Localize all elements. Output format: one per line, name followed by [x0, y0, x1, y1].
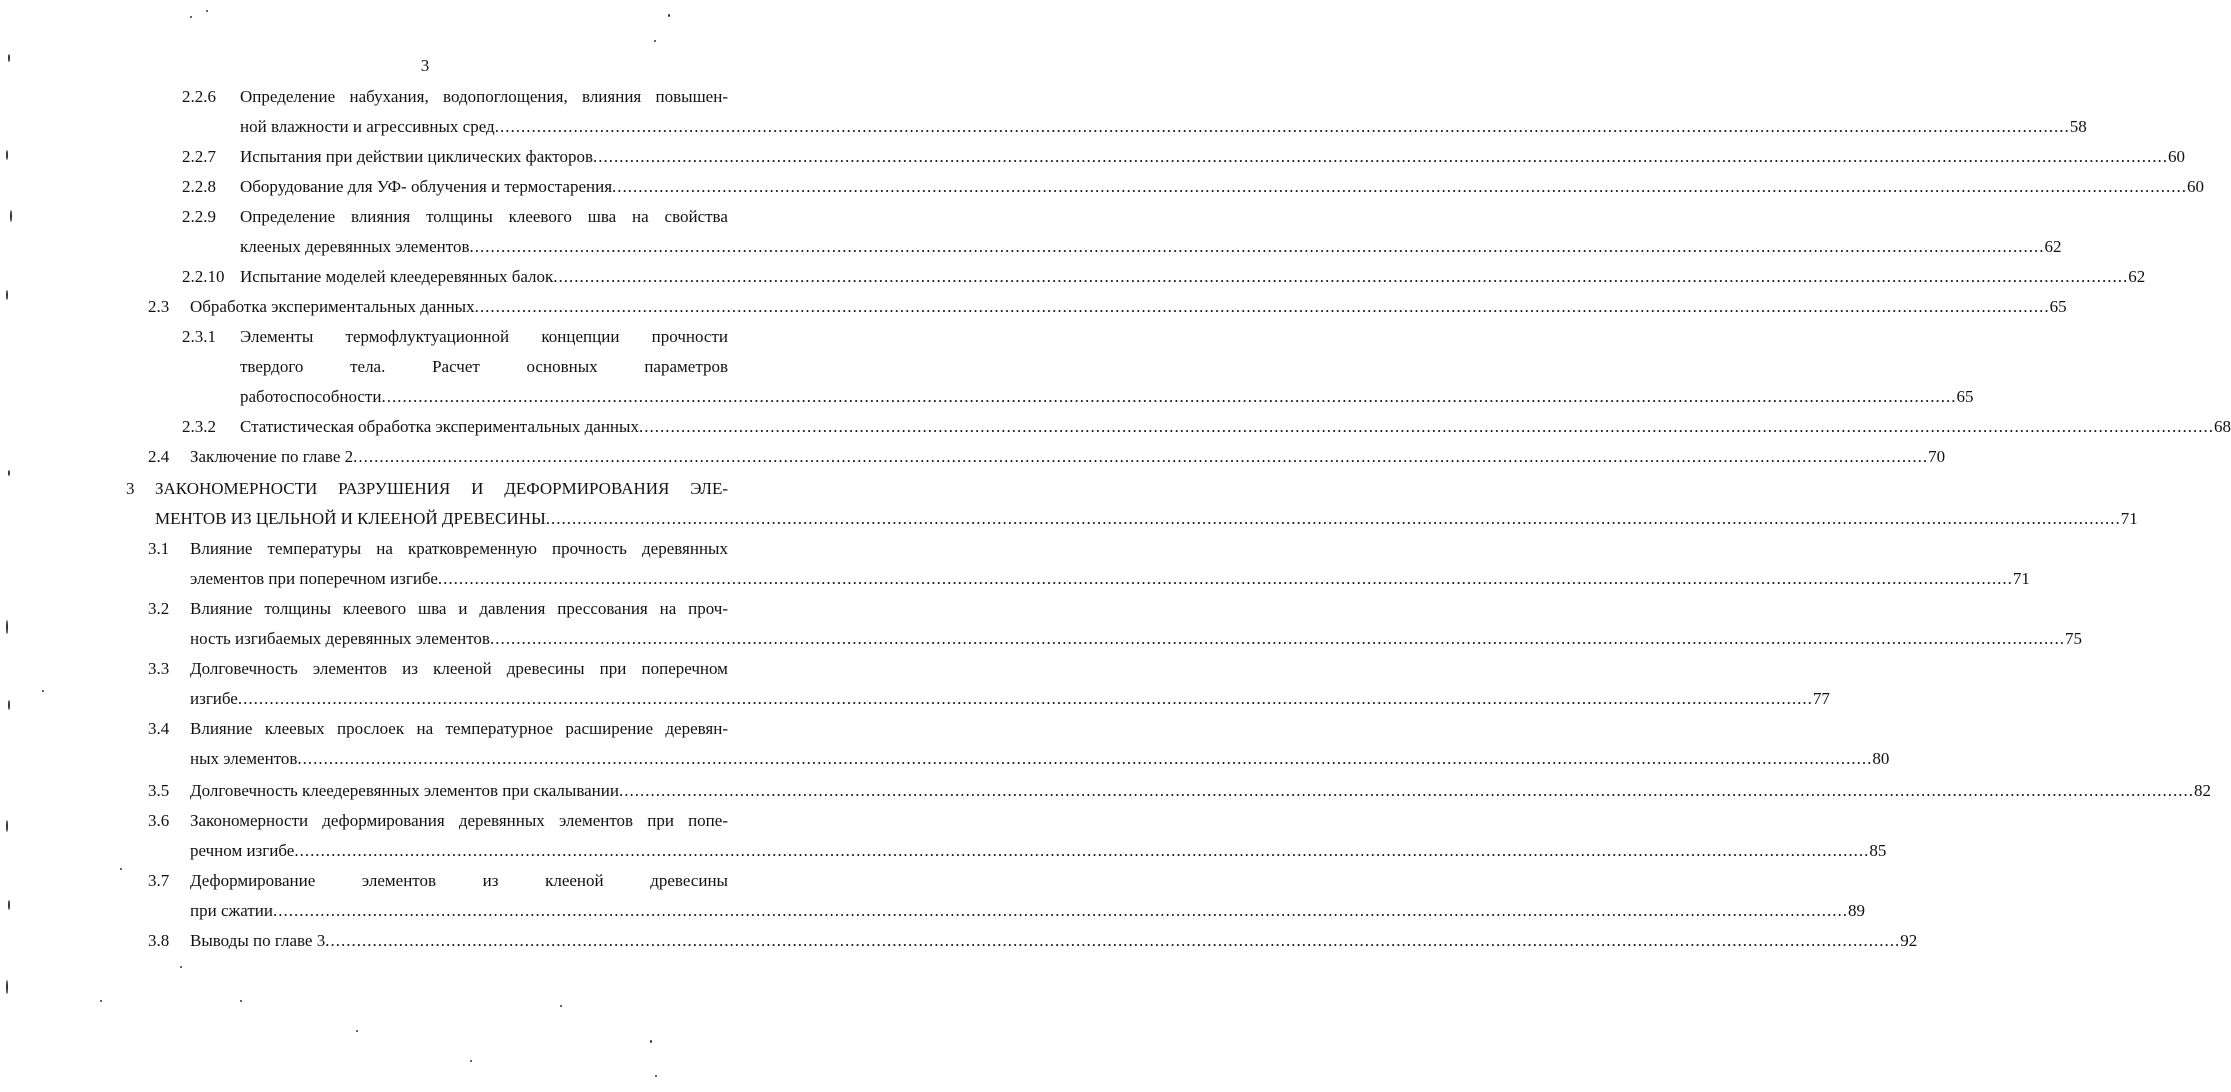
- toc-entry-title: ных элементов: [190, 749, 298, 768]
- toc-entry-number: 2.3.2: [182, 417, 216, 436]
- toc-entry-title-line: [190, 564, 2030, 594]
- toc-entry-title-line: [240, 412, 2231, 442]
- toc-entry[interactable]: [0, 926, 1918, 956]
- toc-entry-title: Долговечность клеедеревянных элементов при скалывании: [190, 781, 619, 800]
- toc-leader-dots: ............................................................................................................................................................................................................................................................................................................: [638, 417, 2214, 436]
- word: попе-: [688, 811, 728, 830]
- word: на: [632, 207, 649, 226]
- toc-leader-dots: ............................................................................................................................................................................................................................................................................................................: [437, 569, 2013, 588]
- word: ЭЛЕ-: [690, 479, 728, 498]
- word: на: [416, 719, 434, 738]
- toc-entry-title: Статистическая обработка экспериментальных данных: [240, 417, 639, 436]
- toc-entry-page: 60: [2187, 177, 2205, 196]
- toc-entry-title: Заключение по главе 2: [190, 447, 354, 466]
- toc-entry-page: 85: [1869, 841, 1887, 860]
- toc-leader-dots: ............................................................................................................................................................................................................................................................................................................: [237, 689, 1813, 708]
- toc-entry[interactable]: [0, 292, 2067, 322]
- word: тела.: [350, 357, 386, 376]
- word: Элементы: [240, 327, 314, 346]
- toc-leader-dots: ............................................................................................................................................................................................................................................................................................................: [618, 781, 2194, 800]
- word: поперечном: [641, 659, 728, 678]
- word: деревян-: [665, 719, 728, 738]
- word: прочность: [551, 539, 627, 558]
- toc-entry-title: [240, 82, 728, 112]
- word: термофлуктуационной: [345, 327, 510, 346]
- toc-entry-number: 3.3: [148, 659, 170, 678]
- toc-entry-number: 2.3.1: [182, 327, 216, 346]
- word: на: [376, 539, 393, 558]
- toc-entry-title: [190, 594, 728, 624]
- toc-entry-page: 92: [1900, 931, 1918, 950]
- toc-entry-page: 65: [2049, 297, 2067, 316]
- toc-entry[interactable]: [0, 202, 2062, 262]
- toc-entry-page: 71: [2120, 509, 2138, 528]
- word: Влияние: [190, 539, 253, 558]
- toc-entry[interactable]: [0, 322, 1974, 412]
- word: клееной: [433, 659, 492, 678]
- toc-leader-dots: ............................................................................................................................................................................................................................................................................................................: [474, 297, 2050, 316]
- word: давления: [479, 599, 546, 618]
- word: Закономерности: [190, 811, 309, 830]
- word: прессования: [557, 599, 648, 618]
- word: деревянных: [642, 539, 728, 558]
- toc-entry[interactable]: [0, 474, 2138, 534]
- toc-entry[interactable]: [0, 412, 2231, 442]
- word: Долговечность: [190, 659, 298, 678]
- toc-entry-title: [240, 322, 728, 352]
- toc-entry-title-line: [190, 744, 1890, 774]
- toc-entry-title: при сжатии: [190, 901, 273, 920]
- word: элементов: [558, 811, 634, 830]
- toc-entry-page: 89: [1847, 901, 1865, 920]
- toc-entry[interactable]: [0, 714, 1890, 774]
- toc-entry-number: 2.4: [148, 447, 170, 466]
- toc-entry-title-line: [190, 684, 1830, 714]
- toc-entry-title: Испытание моделей клеедеревянных балок: [240, 267, 554, 286]
- toc-entry-number: 2.3: [148, 297, 170, 316]
- toc-leader-dots: ............................................................................................................................................................................................................................................................................................................: [469, 237, 2045, 256]
- word: прочности: [651, 327, 728, 346]
- toc-entry-title: речном изгибе: [190, 841, 295, 860]
- toc-leader-dots: ............................................................................................................................................................................................................................................................................................................: [272, 901, 1848, 920]
- toc-entry-title-line: [190, 896, 1865, 926]
- word: проч-: [688, 599, 728, 618]
- toc-entry-title: Обработка экспериментальных данных: [190, 297, 475, 316]
- toc-entry-title: Испытания при действии циклических факторов: [240, 147, 594, 166]
- toc-entry-number: 2.2.7: [182, 147, 216, 166]
- word: толщины: [264, 599, 332, 618]
- toc-entry[interactable]: [0, 262, 2146, 292]
- word: древесины: [506, 659, 585, 678]
- toc-entry-number: 3.7: [148, 871, 170, 890]
- word: концепции: [541, 327, 620, 346]
- toc-entry-page: 65: [1956, 387, 1974, 406]
- word: клеевого: [508, 207, 572, 226]
- toc-entry-title: Выводы по главе 3: [190, 931, 326, 950]
- toc-entry-title: [190, 654, 728, 684]
- word: твердого: [240, 357, 304, 376]
- toc-entry-title-line: [190, 836, 1887, 866]
- toc-entry[interactable]: [0, 142, 2186, 172]
- toc-entry-title: МЕНТОВ ИЗ ЦЕЛЬНОЙ И КЛЕЕНОЙ ДРЕВЕСИНЫ: [155, 509, 546, 528]
- word: температурное: [445, 719, 554, 738]
- toc-entry-title-line: [240, 112, 2087, 142]
- toc-leader-dots: ............................................................................................................................................................................................................................................................................................................: [612, 177, 2188, 196]
- toc-entry[interactable]: [0, 172, 2205, 202]
- toc-leader-dots: ............................................................................................................................................................................................................................................................................................................: [553, 267, 2129, 286]
- word: при: [647, 811, 674, 830]
- word: Определение: [240, 87, 336, 106]
- word: из: [482, 871, 499, 890]
- toc-entry-title-line: [190, 776, 2211, 806]
- word: влияния: [582, 87, 642, 106]
- word: элементов: [361, 871, 437, 890]
- toc-leader-dots: ............................................................................................................................................................................................................................................................................................................: [353, 447, 1929, 466]
- toc-entry-page: 82: [2193, 781, 2211, 800]
- toc-entry-title: ной влажности и агрессивных сред: [240, 117, 495, 136]
- toc-entry-number: 2.2.8: [182, 177, 216, 196]
- word: шва: [418, 599, 447, 618]
- toc-leader-dots: ............................................................................................................................................................................................................................................................................................................: [297, 749, 1873, 768]
- toc-entry-number: 3.6: [148, 811, 170, 830]
- toc-entry-title-line: [240, 382, 1974, 412]
- toc-leader-dots: ............................................................................................................................................................................................................................................................................................................: [381, 387, 1957, 406]
- word: при: [599, 659, 627, 678]
- toc-entry-title: [190, 866, 728, 896]
- toc-entry-title: работоспособности: [240, 387, 382, 406]
- toc-entry-title-line: [190, 624, 2082, 654]
- toc-leader-dots: ............................................................................................................................................................................................................................................................................................................: [294, 841, 1870, 860]
- word: влияния: [351, 207, 411, 226]
- toc-leader-dots: ............................................................................................................................................................................................................................................................................................................: [593, 147, 2169, 166]
- toc-entry[interactable]: [0, 82, 2087, 142]
- word: расширение: [565, 719, 653, 738]
- toc-leader-dots: ............................................................................................................................................................................................................................................................................................................: [489, 629, 2065, 648]
- toc-entry-title: [240, 202, 728, 232]
- toc-entry-number: 3.2: [148, 599, 170, 618]
- word: набухания,: [349, 87, 429, 106]
- toc-entry-number: 2.2.6: [182, 87, 216, 106]
- word: клееной: [545, 871, 604, 890]
- page-number: 3: [420, 56, 430, 75]
- word: свойства: [664, 207, 728, 226]
- toc-entry-page: 68: [2213, 417, 2231, 436]
- word: толщины: [426, 207, 493, 226]
- word: деревянных: [458, 811, 545, 830]
- toc-entry-title-line: [155, 504, 2138, 534]
- word: РАЗРУШЕНИЯ: [338, 479, 451, 498]
- toc-entry-title-line: [240, 262, 2146, 292]
- word: шва: [587, 207, 617, 226]
- word: основных: [526, 357, 598, 376]
- toc-entry[interactable]: [0, 866, 1865, 926]
- toc-entry[interactable]: [0, 534, 2030, 594]
- toc-entry-title-line: [190, 442, 1946, 472]
- toc-entry-page: 70: [1928, 447, 1946, 466]
- toc-entry-title: [190, 806, 728, 836]
- word: параметров: [644, 357, 728, 376]
- word: деформирования: [322, 811, 445, 830]
- toc-leader-dots: ............................................................................................................................................................................................................................................................................................................: [494, 117, 2070, 136]
- toc-entry-number: 3.8: [148, 931, 170, 950]
- toc-entry-title: изгибе: [190, 689, 238, 708]
- toc-entry-title: [240, 352, 728, 382]
- word: элементов: [312, 659, 388, 678]
- toc-entry-title: [190, 714, 728, 744]
- toc-entry-page: 62: [2128, 267, 2146, 286]
- word: кратковременную: [407, 539, 537, 558]
- toc-entry[interactable]: [0, 594, 2082, 654]
- word: И: [471, 479, 484, 498]
- word: ДЕФОРМИРОВАНИЯ: [504, 479, 670, 498]
- word: температуры: [267, 539, 362, 558]
- toc-entry-page: 80: [1872, 749, 1890, 768]
- toc-entry-title: элементов при поперечном изгибе: [190, 569, 438, 588]
- word: клеевого: [342, 599, 407, 618]
- toc-leader-dots: ............................................................................................................................................................................................................................................................................................................: [325, 931, 1901, 950]
- word: клеевых: [264, 719, 325, 738]
- toc-entry[interactable]: [0, 776, 2211, 806]
- toc-entry-page: 71: [2012, 569, 2030, 588]
- toc-entry-title: ность изгибаемых деревянных элементов: [190, 629, 490, 648]
- word: Влияние: [190, 599, 253, 618]
- word: водопоглощения,: [443, 87, 568, 106]
- word: из: [402, 659, 418, 678]
- word: Расчет: [432, 357, 480, 376]
- toc-entry-page: 58: [2069, 117, 2087, 136]
- toc-entry-title: клееных деревянных элементов: [240, 237, 470, 256]
- toc-entry-number: 3: [126, 479, 135, 498]
- toc-entry-title-line: [190, 292, 2067, 322]
- toc-entry-title-line: [190, 926, 1918, 956]
- word: ЗАКОНОМЕРНОСТИ: [155, 479, 318, 498]
- toc-entry-title: [155, 474, 728, 504]
- word: прослоек: [337, 719, 405, 738]
- word: на: [659, 599, 677, 618]
- word: Деформирование: [190, 871, 316, 890]
- word: повышен-: [655, 87, 728, 106]
- word: Влияние: [190, 719, 253, 738]
- toc-leader-dots: ............................................................................................................................................................................................................................................................................................................: [545, 509, 2121, 528]
- toc-entry-number: 3.5: [148, 781, 170, 800]
- toc-entry-title-line: [240, 172, 2205, 202]
- toc-entry-page: 75: [2064, 629, 2082, 648]
- word: Определение: [240, 207, 336, 226]
- word: древесины: [650, 871, 728, 890]
- toc-entry-title: [190, 534, 728, 564]
- word: и: [458, 599, 468, 618]
- toc-entry-page: 77: [1812, 689, 1830, 708]
- toc-entry[interactable]: [0, 654, 1830, 714]
- toc-entry[interactable]: [0, 442, 1946, 472]
- toc-entry-title-line: [240, 232, 2062, 262]
- toc-entry-number: 3.1: [148, 539, 170, 558]
- toc-entry-page: 60: [2168, 147, 2186, 166]
- toc-entry-page: 62: [2044, 237, 2062, 256]
- toc-entry-number: 3.4: [148, 719, 170, 738]
- toc-entry[interactable]: [0, 806, 1887, 866]
- toc-entry-title-line: [240, 142, 2186, 172]
- toc-entry-number: 2.2.9: [182, 207, 216, 226]
- toc-entry-title: Оборудование для УФ- облучения и термостарения: [240, 177, 613, 196]
- toc-entry-number: 2.2.10: [182, 267, 225, 286]
